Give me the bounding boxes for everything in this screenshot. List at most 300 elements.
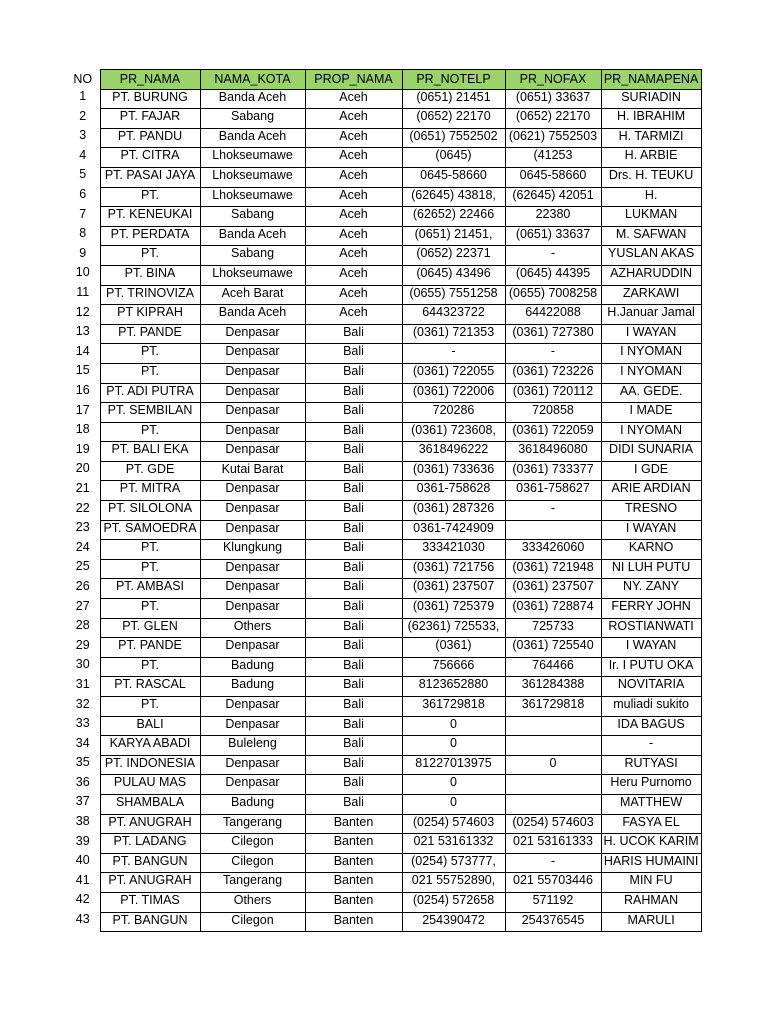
contact-name-cell: ARIE ARDIAN	[601, 481, 701, 501]
city-cell: Kutai Barat	[200, 461, 305, 481]
row-number: 9	[79, 245, 87, 260]
province-cell: Bali	[305, 363, 402, 383]
province-cell: Bali	[305, 324, 402, 344]
table-row	[66, 657, 701, 677]
header-no: NO	[73, 72, 93, 87]
fax-cell: 571192	[505, 892, 601, 912]
phone-cell: 0645-58660	[402, 167, 505, 187]
company-name-cell: PT.	[100, 363, 200, 383]
row-number: 27	[75, 598, 90, 613]
city-cell: Denpasar	[200, 579, 305, 599]
phone-cell: -	[402, 344, 505, 364]
province-cell: Bali	[305, 599, 402, 619]
province-cell: Aceh	[305, 265, 402, 285]
table-row	[66, 109, 701, 129]
fax-cell	[505, 794, 601, 814]
city-cell: Tangerang	[200, 814, 305, 834]
phone-cell: 0	[402, 736, 505, 756]
table-row	[66, 697, 701, 717]
province-cell: Bali	[305, 716, 402, 736]
contact-name-cell: H. UCOK KARIM	[601, 834, 701, 854]
company-name-cell: PT. TIMAS	[100, 892, 200, 912]
contact-name-cell: ROSTIANWATI	[601, 618, 701, 638]
fax-cell: 021 53161333	[505, 834, 601, 854]
fax-cell: (0652) 22170	[505, 109, 601, 129]
row-number: 37	[75, 794, 90, 809]
company-name-cell: PT.	[100, 599, 200, 619]
table-row	[66, 226, 701, 246]
contact-name-cell: -	[601, 736, 701, 756]
row-number: 10	[75, 265, 90, 280]
city-cell: Denpasar	[200, 697, 305, 717]
company-name-cell: PT. RASCAL	[100, 677, 200, 697]
city-cell: Cilegon	[200, 834, 305, 854]
table-row	[66, 403, 701, 423]
city-cell: Denpasar	[200, 344, 305, 364]
province-cell: Bali	[305, 775, 402, 795]
city-cell: Klungkung	[200, 540, 305, 560]
province-cell: Aceh	[305, 285, 402, 305]
fax-cell	[505, 736, 601, 756]
company-name-cell: PT. SAMOEDRA	[100, 520, 200, 540]
fax-cell: (0621) 7552503	[505, 128, 601, 148]
company-name-cell: PULAU MAS	[100, 775, 200, 795]
table-row	[66, 344, 701, 364]
city-cell: Tangerang	[200, 873, 305, 893]
province-cell: Aceh	[305, 89, 402, 109]
city-cell: Denpasar	[200, 638, 305, 658]
fax-cell	[505, 775, 601, 795]
fax-cell: 361729818	[505, 697, 601, 717]
row-number: 25	[75, 559, 90, 574]
province-cell: Bali	[305, 442, 402, 462]
company-name-cell: PT. BURUNG	[100, 89, 200, 109]
city-cell: Lhokseumawe	[200, 148, 305, 168]
contact-name-cell: I MADE	[601, 403, 701, 423]
province-cell: Bali	[305, 520, 402, 540]
company-name-cell: BALI	[100, 716, 200, 736]
contact-name-cell: I WAYAN	[601, 638, 701, 658]
phone-cell: 361729818	[402, 697, 505, 717]
table-row	[66, 834, 701, 854]
fax-cell	[505, 520, 601, 540]
phone-cell: 254390472	[402, 912, 505, 932]
city-cell: Lhokseumawe	[200, 187, 305, 207]
phone-cell: (62645) 43818,	[402, 187, 505, 207]
header-row	[66, 70, 701, 90]
fax-cell: (62645) 42051	[505, 187, 601, 207]
table-row	[66, 265, 701, 285]
phone-cell: 720286	[402, 403, 505, 423]
contact-name-cell: H. IBRAHIM	[601, 109, 701, 129]
contact-name-cell: Drs. H. TEUKU	[601, 167, 701, 187]
company-name-cell: PT. ANUGRAH	[100, 814, 200, 834]
province-cell: Bali	[305, 383, 402, 403]
company-name-cell: PT. KENEUKAI	[100, 207, 200, 227]
phone-cell: (0361) 237507	[402, 579, 505, 599]
contact-name-cell: H.	[601, 187, 701, 207]
company-name-cell: PT.	[100, 422, 200, 442]
row-number: 20	[75, 461, 90, 476]
table-row	[66, 775, 701, 795]
fax-cell: 021 55703446	[505, 873, 601, 893]
fax-cell: (0651) 33637	[505, 226, 601, 246]
spreadsheet-table	[66, 69, 702, 932]
row-number: 13	[75, 324, 90, 339]
phone-cell: 0	[402, 716, 505, 736]
phone-cell: (62361) 725533,	[402, 618, 505, 638]
row-number: 12	[75, 304, 90, 319]
header-pr-nofax: PR_NOFAX	[505, 70, 601, 90]
fax-cell: (0361) 722059	[505, 422, 601, 442]
company-name-cell: PT. AMBASI	[100, 579, 200, 599]
row-number: 14	[75, 343, 90, 358]
phone-cell: (0361)	[402, 638, 505, 658]
table-row	[66, 167, 701, 187]
company-name-cell: PT. FAJAR	[100, 109, 200, 129]
row-number: 43	[75, 912, 90, 927]
company-name-cell: PT.	[100, 344, 200, 364]
row-number: 7	[79, 206, 87, 221]
contact-name-cell: I NYOMAN	[601, 344, 701, 364]
contact-name-cell: IDA BAGUS	[601, 716, 701, 736]
table-row	[66, 89, 701, 109]
contact-name-cell: I WAYAN	[601, 324, 701, 344]
company-name-cell: PT. PANDE	[100, 324, 200, 344]
row-number: 41	[75, 872, 90, 887]
contact-name-cell: RUTYASI	[601, 755, 701, 775]
company-name-cell: PT. MITRA	[100, 481, 200, 501]
phone-cell: 021 55752890,	[402, 873, 505, 893]
company-name-cell: PT. BALI EKA	[100, 442, 200, 462]
phone-cell: (0361) 721756	[402, 559, 505, 579]
province-cell: Bali	[305, 501, 402, 521]
fax-cell: (0361) 237507	[505, 579, 601, 599]
city-cell: Cilegon	[200, 853, 305, 873]
province-cell: Bali	[305, 559, 402, 579]
province-cell: Banten	[305, 873, 402, 893]
phone-cell: (0651) 21451,	[402, 226, 505, 246]
row-number: 18	[75, 422, 90, 437]
row-number: 36	[75, 774, 90, 789]
province-cell: Bali	[305, 736, 402, 756]
contact-name-cell: SURIADIN	[601, 89, 701, 109]
province-cell: Banten	[305, 834, 402, 854]
city-cell: Sabang	[200, 109, 305, 129]
fax-cell: 725733	[505, 618, 601, 638]
header-pr-notelp: PR_NOTELP	[402, 70, 505, 90]
row-number: 40	[75, 853, 90, 868]
fax-cell: 254376545	[505, 912, 601, 932]
contact-name-cell: AZHARUDDIN	[601, 265, 701, 285]
city-cell: Badung	[200, 677, 305, 697]
row-number: 26	[75, 578, 90, 593]
fax-cell: -	[505, 501, 601, 521]
city-cell: Denpasar	[200, 559, 305, 579]
table-row	[66, 481, 701, 501]
contact-name-cell: RAHMAN	[601, 892, 701, 912]
province-cell: Aceh	[305, 207, 402, 227]
fax-cell: 22380	[505, 207, 601, 227]
contact-name-cell: MARULI	[601, 912, 701, 932]
phone-cell: (0645)	[402, 148, 505, 168]
fax-cell: 0361-758627	[505, 481, 601, 501]
city-cell: Banda Aceh	[200, 128, 305, 148]
row-number: 30	[75, 657, 90, 672]
row-number: 16	[75, 383, 90, 397]
city-cell: Denpasar	[200, 520, 305, 540]
row-number: 28	[75, 618, 90, 633]
province-cell: Bali	[305, 697, 402, 717]
fax-cell: (0361) 723226	[505, 363, 601, 383]
city-cell: Lhokseumawe	[200, 265, 305, 285]
table-row	[66, 892, 701, 912]
table-row	[66, 599, 701, 619]
header-nama-kota: NAMA_KOTA	[200, 70, 305, 90]
fax-cell: (0361) 733377	[505, 461, 601, 481]
company-name-cell: PT.	[100, 657, 200, 677]
row-number: 22	[75, 500, 90, 515]
row-number: 19	[75, 441, 90, 456]
table-row	[66, 540, 701, 560]
city-cell: Buleleng	[200, 736, 305, 756]
city-cell: Sabang	[200, 207, 305, 227]
contact-name-cell: H.Januar Jamal	[601, 305, 701, 325]
city-cell: Badung	[200, 794, 305, 814]
company-name-cell: PT.	[100, 187, 200, 207]
row-number: 8	[79, 226, 87, 241]
phone-cell: 0361-758628	[402, 481, 505, 501]
fax-cell: (0254) 574603	[505, 814, 601, 834]
fax-cell: -	[505, 246, 601, 266]
city-cell: Denpasar	[200, 383, 305, 403]
contact-name-cell: KARNO	[601, 540, 701, 560]
phone-cell: 333421030	[402, 540, 505, 560]
table-row	[66, 246, 701, 266]
province-cell: Aceh	[305, 246, 402, 266]
contact-name-cell: I GDE	[601, 461, 701, 481]
contact-name-cell: NY. ZANY	[601, 579, 701, 599]
city-cell: Others	[200, 892, 305, 912]
contact-name-cell: FASYA EL	[601, 814, 701, 834]
company-name-cell: PT. PANDU	[100, 128, 200, 148]
phone-cell: (62652) 22466	[402, 207, 505, 227]
contact-name-cell: ZARKAWI	[601, 285, 701, 305]
city-cell: Denpasar	[200, 324, 305, 344]
phone-cell: (0254) 574603	[402, 814, 505, 834]
province-cell: Aceh	[305, 167, 402, 187]
city-cell: Denpasar	[200, 599, 305, 619]
table-row	[66, 442, 701, 462]
company-name-cell: PT. BANGUN	[100, 853, 200, 873]
city-cell: Denpasar	[200, 422, 305, 442]
table-row	[66, 618, 701, 638]
contact-name-cell: H. TARMIZI	[601, 128, 701, 148]
table-row	[66, 794, 701, 814]
company-name-cell: PT. INDONESIA	[100, 755, 200, 775]
phone-cell: 81227013975	[402, 755, 505, 775]
city-cell: Badung	[200, 657, 305, 677]
fax-cell: (0361) 728874	[505, 599, 601, 619]
province-cell: Bali	[305, 677, 402, 697]
city-cell: Denpasar	[200, 363, 305, 383]
city-cell: Denpasar	[200, 755, 305, 775]
header-pr-namapena: PR_NAMAPENA	[601, 70, 701, 90]
table-row	[66, 324, 701, 344]
contact-name-cell: MATTHEW	[601, 794, 701, 814]
city-cell: Banda Aceh	[200, 226, 305, 246]
contact-name-cell: I NYOMAN	[601, 363, 701, 383]
table-row	[66, 912, 701, 932]
company-name-cell: PT. PASAI JAYA	[100, 167, 200, 187]
company-name-cell: PT.	[100, 697, 200, 717]
table-row	[66, 873, 701, 893]
phone-cell: (0655) 7551258	[402, 285, 505, 305]
fax-cell: 361284388	[505, 677, 601, 697]
contact-name-cell: I NYOMAN	[601, 422, 701, 442]
row-number: 2	[79, 108, 87, 123]
header-pr-nama: PR_NAMA	[100, 70, 200, 90]
company-name-cell: PT. TRINOVIZA	[100, 285, 200, 305]
contact-name-cell: Ir. I PUTU OKA	[601, 657, 701, 677]
company-name-cell: SHAMBALA	[100, 794, 200, 814]
table-row	[66, 814, 701, 834]
table-row	[66, 853, 701, 873]
row-number: 17	[75, 402, 90, 417]
province-cell: Bali	[305, 579, 402, 599]
table-row	[66, 383, 701, 403]
table-row	[66, 559, 701, 579]
phone-cell: (0361) 733636	[402, 461, 505, 481]
phone-cell: (0361) 722055	[402, 363, 505, 383]
city-cell: Others	[200, 618, 305, 638]
row-number: 6	[79, 187, 87, 202]
province-cell: Bali	[305, 638, 402, 658]
row-number: 3	[79, 128, 87, 143]
province-cell: Banten	[305, 892, 402, 912]
contact-name-cell: NOVITARIA	[601, 677, 701, 697]
row-number: 39	[75, 833, 90, 848]
contact-name-cell: muliadi sukito	[601, 697, 701, 717]
table-row	[66, 305, 701, 325]
fax-cell: (0361) 720112	[505, 383, 601, 403]
row-number: 4	[79, 147, 87, 162]
table-row	[66, 520, 701, 540]
company-name-cell: PT. PANDE	[100, 638, 200, 658]
contact-name-cell: H. ARBIE	[601, 148, 701, 168]
row-number: 1	[79, 89, 87, 104]
company-name-cell: PT.	[100, 559, 200, 579]
phone-cell: 644323722	[402, 305, 505, 325]
row-number: 42	[75, 892, 90, 907]
fax-cell: 3618496080	[505, 442, 601, 462]
city-cell: Denpasar	[200, 775, 305, 795]
contact-name-cell: HARIS HUMAINI	[601, 853, 701, 873]
province-cell: Bali	[305, 403, 402, 423]
fax-cell: (0655) 7008258	[505, 285, 601, 305]
table-row	[66, 501, 701, 521]
row-number: 38	[75, 814, 90, 829]
table-row	[66, 422, 701, 442]
table-row	[66, 638, 701, 658]
fax-cell: (0645) 44395	[505, 265, 601, 285]
phone-cell: 756666	[402, 657, 505, 677]
company-name-cell: PT. ADI PUTRA	[100, 383, 200, 403]
phone-cell: (0254) 573777,	[402, 853, 505, 873]
contact-name-cell: FERRY JOHN	[601, 599, 701, 619]
company-name-cell: PT. SILOLONA	[100, 501, 200, 521]
row-number: 11	[76, 285, 90, 300]
province-cell: Bali	[305, 344, 402, 364]
company-name-cell: PT. LADANG	[100, 834, 200, 854]
phone-cell: (0651) 21451	[402, 89, 505, 109]
company-name-cell: PT. SEMBILAN	[100, 403, 200, 423]
company-name-cell: PT. CITRA	[100, 148, 200, 168]
company-name-cell: PT. ANUGRAH	[100, 873, 200, 893]
fax-cell: 0645-58660	[505, 167, 601, 187]
city-cell: Denpasar	[200, 481, 305, 501]
contact-name-cell: MIN FU	[601, 873, 701, 893]
table-row	[66, 461, 701, 481]
row-number: 29	[75, 637, 90, 652]
row-number: 21	[75, 480, 90, 495]
company-name-cell: PT. PERDATA	[100, 226, 200, 246]
table-row	[66, 148, 701, 168]
phone-cell: (0361) 721353	[402, 324, 505, 344]
phone-cell: 8123652880	[402, 677, 505, 697]
contact-name-cell: NI LUH PUTU	[601, 559, 701, 579]
row-number: 31	[75, 676, 90, 691]
province-cell: Aceh	[305, 305, 402, 325]
city-cell: Denpasar	[200, 442, 305, 462]
phone-cell: (0652) 22371	[402, 246, 505, 266]
phone-cell: (0361) 287326	[402, 501, 505, 521]
phone-cell: (0254) 572658	[402, 892, 505, 912]
table-row	[66, 736, 701, 756]
company-name-cell: PT. BANGUN	[100, 912, 200, 932]
province-cell: Aceh	[305, 226, 402, 246]
company-name-cell: PT. GDE	[100, 461, 200, 481]
city-cell: Lhokseumawe	[200, 167, 305, 187]
fax-cell: 764466	[505, 657, 601, 677]
row-number: 32	[75, 696, 90, 711]
fax-cell: (0361) 727380	[505, 324, 601, 344]
row-number: 15	[75, 363, 90, 378]
province-cell: Banten	[305, 853, 402, 873]
fax-cell: 0	[505, 755, 601, 775]
city-cell: Banda Aceh	[200, 305, 305, 325]
city-cell: Denpasar	[200, 501, 305, 521]
company-name-cell: PT.	[100, 540, 200, 560]
row-number: 34	[75, 735, 90, 750]
province-cell: Bali	[305, 794, 402, 814]
fax-cell: (0651) 33637	[505, 89, 601, 109]
city-cell: Denpasar	[200, 403, 305, 423]
table-row	[66, 677, 701, 697]
row-number: 33	[75, 716, 90, 731]
row-number: 23	[75, 520, 90, 535]
phone-cell: 0	[402, 775, 505, 795]
phone-cell: (0652) 22170	[402, 109, 505, 129]
province-cell: Bali	[305, 755, 402, 775]
row-number: 24	[75, 539, 90, 554]
table-row	[66, 285, 701, 305]
province-cell: Bali	[305, 657, 402, 677]
header-prop-nama: PROP_NAMA	[305, 70, 402, 90]
row-number: 35	[75, 755, 90, 770]
city-cell: Banda Aceh	[200, 89, 305, 109]
contact-name-cell: DIDI SUNARIA	[601, 442, 701, 462]
